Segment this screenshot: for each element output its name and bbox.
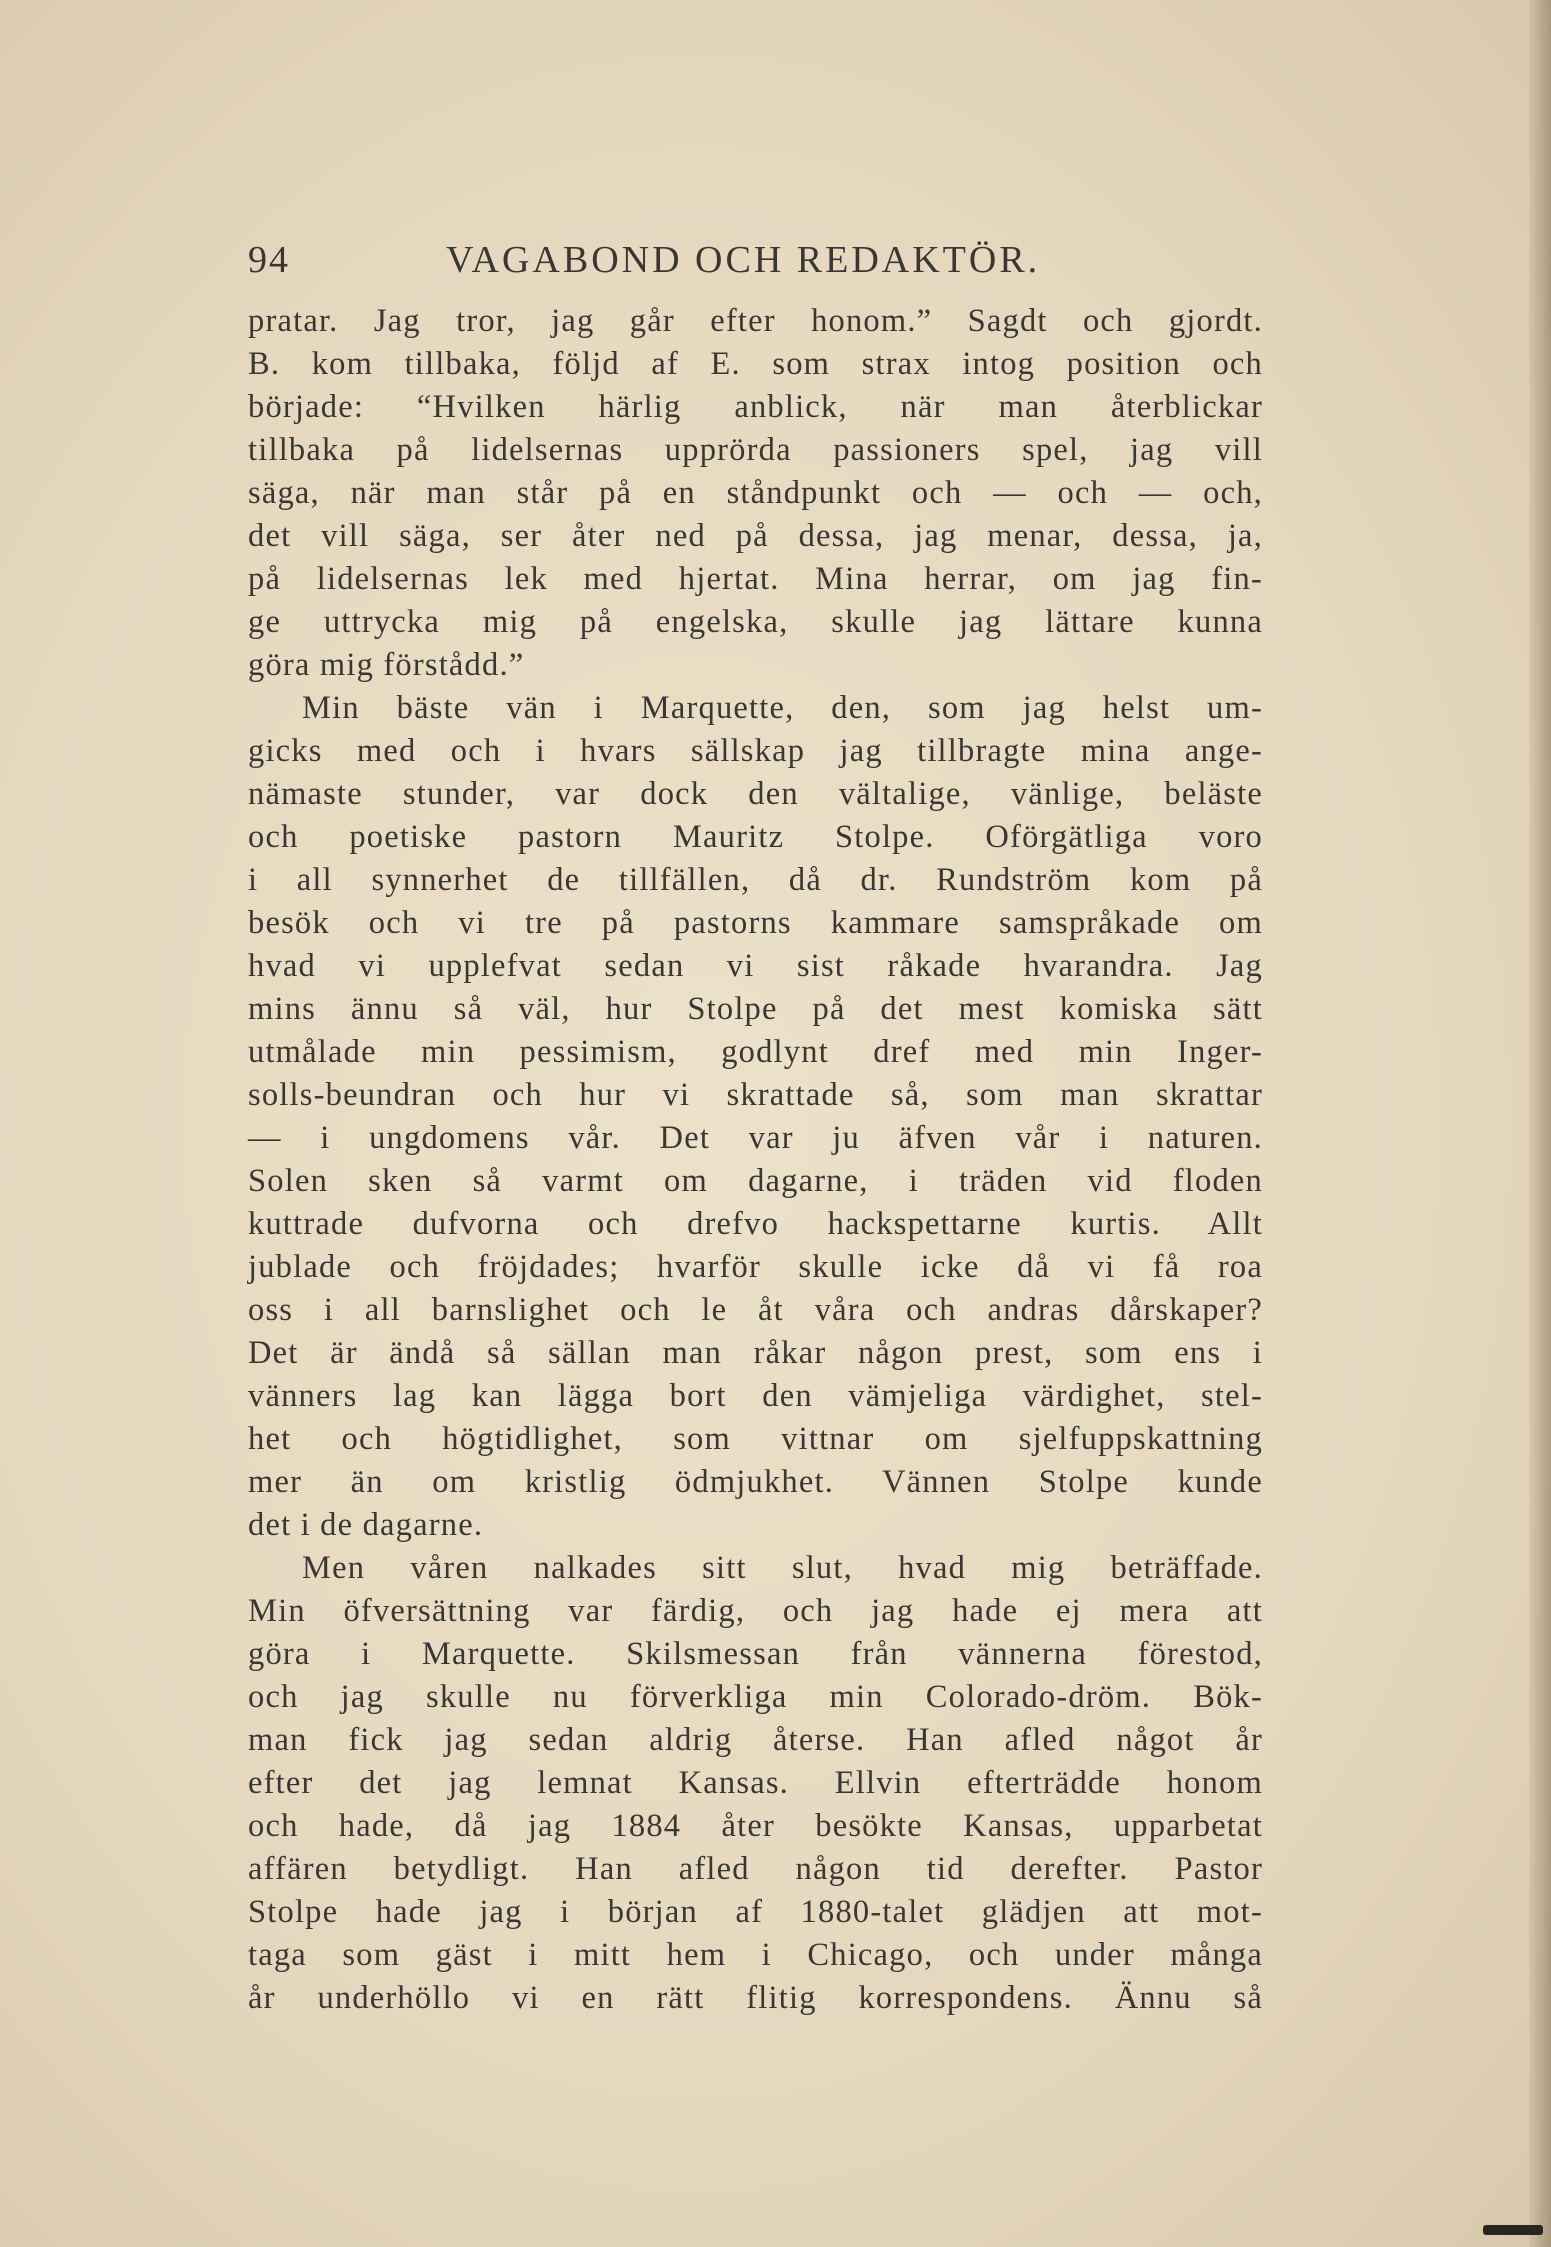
text-line: Stolpe hade jag i början af 1880-talet glädjen att mot- [248,1894,1263,1930]
text-line: — i ungdomens vår. Det var ju äfven vår i naturen. [248,1120,1263,1156]
text-line: och poetiske pastorn Mauritz Stolpe. Oförgätliga voro [248,819,1263,855]
paragraph [248,1547,1263,2020]
text-line: efter det jag lemnat Kansas. Ellvin efterträdde honom [248,1765,1263,1801]
page-edge [1529,0,1551,2247]
text-line: kuttrade dufvorna och drefvo hackspettarne kurtis. Allt [248,1206,1263,1242]
text-line: oss i all barnslighet och le åt våra och andras dårskaper? [248,1292,1263,1328]
text-line: mer än om kristlig ödmjukhet. Vännen Stolpe kunde [248,1464,1263,1500]
text-line: och jag skulle nu förverkliga min Colorado-dröm. Bök- [248,1679,1263,1715]
text-line: det i de dagarne. [248,1507,484,1543]
text-line: Men våren nalkades sitt slut, hvad mig beträffade. [302,1550,1263,1586]
text-line: jublade och fröjdades; hvarför skulle icke då vi få roa [248,1249,1263,1285]
text-line: B. kom tillbaka, följd af E. som strax intog position och [248,346,1263,382]
body-text [248,300,1263,2020]
text-line: besök och vi tre på pastorns kammare samspråkade om [248,905,1263,941]
text-line: het och högtidlighet, som vittnar om sjelfuppskattning [248,1421,1263,1457]
page-number: 94 [248,239,290,281]
text-line: och hade, då jag 1884 åter besökte Kansas, upparbetat [248,1808,1263,1844]
text-line: taga som gäst i mitt hem i Chicago, och under många [248,1937,1263,1973]
text-line: Solen sken så varmt om dagarne, i träden vid floden [248,1163,1263,1199]
text-line: på lidelsernas lek med hjertat. Mina herrar, om jag fin- [248,561,1263,597]
text-line: hvad vi upplefvat sedan vi sist råkade hvarandra. Jag [248,948,1263,984]
text-line: pratar. Jag tror, jag går efter honom.” Sagdt och gjordt. [248,303,1263,339]
running-head: VAGABOND OCH REDAKTÖR. [446,239,1041,281]
text-line: Min bäste vän i Marquette, den, som jag helst um- [302,690,1263,726]
page-header [248,238,1268,288]
text-line: det vill säga, ser åter ned på dessa, jag menar, dessa, ja, [248,518,1263,554]
paragraph [248,300,1263,687]
text-line: säga, när man står på en ståndpunkt och — och — och, [248,475,1263,511]
text-line: år underhöllo vi en rätt flitig korrespondens. Ännu så [248,1980,1263,2016]
text-line: affären betydligt. Han afled någon tid derefter. Pastor [248,1851,1263,1887]
binding-mark [1483,2225,1543,2235]
text-line: göra mig förstådd.” [248,647,525,683]
text-line: göra i Marquette. Skilsmessan från vännerna förestod, [248,1636,1263,1672]
text-line: började: “Hvilken härlig anblick, när man återblickar [248,389,1263,425]
text-line: ge uttrycka mig på engelska, skulle jag lättare kunna [248,604,1263,640]
text-line: man fick jag sedan aldrig återse. Han afled något år [248,1722,1263,1758]
text-line: mins ännu så väl, hur Stolpe på det mest komiska sätt [248,991,1263,1027]
text-line: utmålade min pessimism, godlynt dref med min Inger- [248,1034,1263,1070]
paragraph [248,687,1263,1547]
text-line: solls-beundran och hur vi skrattade så, som man skrattar [248,1077,1263,1113]
text-line: nämaste stunder, var dock den vältalige, vänlige, beläste [248,776,1263,812]
text-line: Det är ändå så sällan man råkar någon prest, som ens i [248,1335,1263,1371]
text-line: tillbaka på lidelsernas upprörda passioners spel, jag vill [248,432,1263,468]
text-line: Min öfversättning var färdig, och jag hade ej mera att [248,1593,1263,1629]
text-line: i all synnerhet de tillfällen, då dr. Rundström kom på [248,862,1263,898]
text-line: vänners lag kan lägga bort den vämjeliga värdighet, stel- [248,1378,1263,1414]
text-line: gicks med och i hvars sällskap jag tillbragte mina ange- [248,733,1263,769]
